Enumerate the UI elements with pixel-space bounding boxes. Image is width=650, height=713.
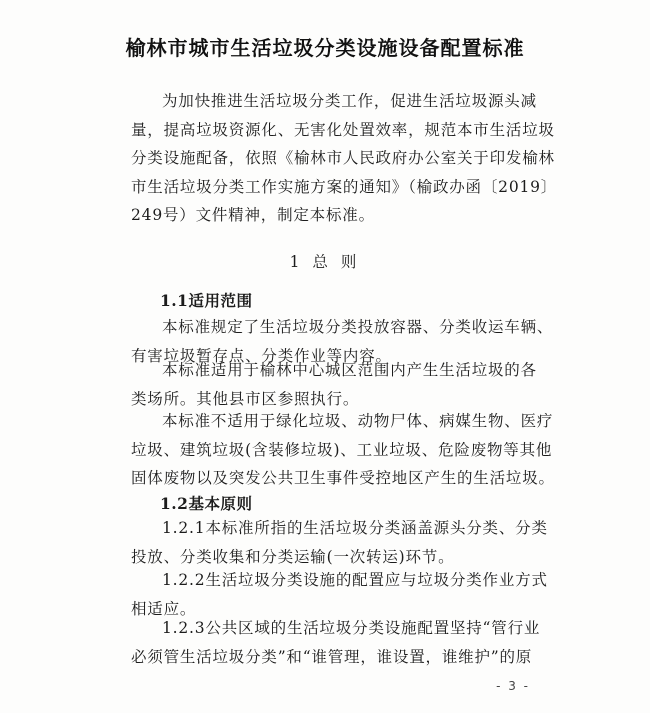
- intro-line: 量，提高垃圾资源化、无害化处置效率，规范本市生活垃圾: [131, 120, 555, 139]
- intro-line: 市生活垃圾分类工作实施方案的通知》（榆政办函〔2019〕: [131, 177, 558, 196]
- section-1-2-3: [131, 614, 541, 671]
- intro-line: 为加快推进生活垃圾分类工作，促进生活垃圾源头减: [162, 92, 537, 110]
- bleed-through-decoration: [150, 64, 472, 83]
- paragraph-line: 本标准不适用于绿化垃圾、动物尸体、病媒生物、医疗: [162, 412, 554, 430]
- paragraph-line: 本标准适用于榆林中心城区范围内产生生活垃圾的各: [162, 361, 537, 379]
- section-1-1-heading: 1.1适用范围: [160, 291, 253, 310]
- paragraph-line: 类场所。其他县市区参照执行。: [131, 389, 360, 408]
- paragraph-line: 本标准规定了生活垃圾分类投放容器、分类收运车辆、: [162, 318, 554, 336]
- paragraph-line: 1.2.3公共区域的生活垃圾分类设施配置坚持“管行业: [162, 619, 541, 637]
- section-1-2-heading: 1.2基本原则: [160, 494, 253, 513]
- paragraph-line: 垃圾、建筑垃圾(含装修垃圾)、工业垃圾、危险废物等其他: [131, 440, 553, 459]
- page-number: - 3 -: [496, 679, 530, 693]
- paragraph-line: 相适应。: [131, 599, 197, 618]
- paragraph-line: 有害垃圾暂存点、分类作业等内容。: [131, 346, 392, 365]
- paragraph-line: 1.2.2生活垃圾分类设施的配置应与垃圾分类作业方式: [162, 571, 548, 589]
- paragraph-line: 固体废物以及突发公共卫生事件受控地区产生的生活垃圾。: [131, 469, 555, 487]
- section-1-2-1: [131, 514, 548, 571]
- chapter-heading: 1 总 则: [289, 253, 361, 271]
- paragraph-line: 投放、分类收集和分类运输(一次转运)环节。: [131, 547, 455, 566]
- intro-line: 分类设施配备，依照《榆林市人民政府办公室关于印发榆林: [131, 149, 555, 167]
- paragraph-line: 1.2.1本标准所指的生活垃圾分类涵盖源头分类、分类: [162, 519, 548, 537]
- document-title: 榆林市城市生活垃圾分类设施设备配置标准: [125, 36, 525, 60]
- paragraph-line: 必须管生活垃圾分类”和“谁管理，谁设置，谁维护”的原: [131, 647, 533, 666]
- intro-line: 249号）文件精神，制定本标准。: [131, 206, 375, 224]
- section-1-1-paragraph-3: [131, 407, 555, 493]
- section-1-1-paragraph-2: [131, 356, 537, 413]
- intro-paragraph: [131, 87, 558, 230]
